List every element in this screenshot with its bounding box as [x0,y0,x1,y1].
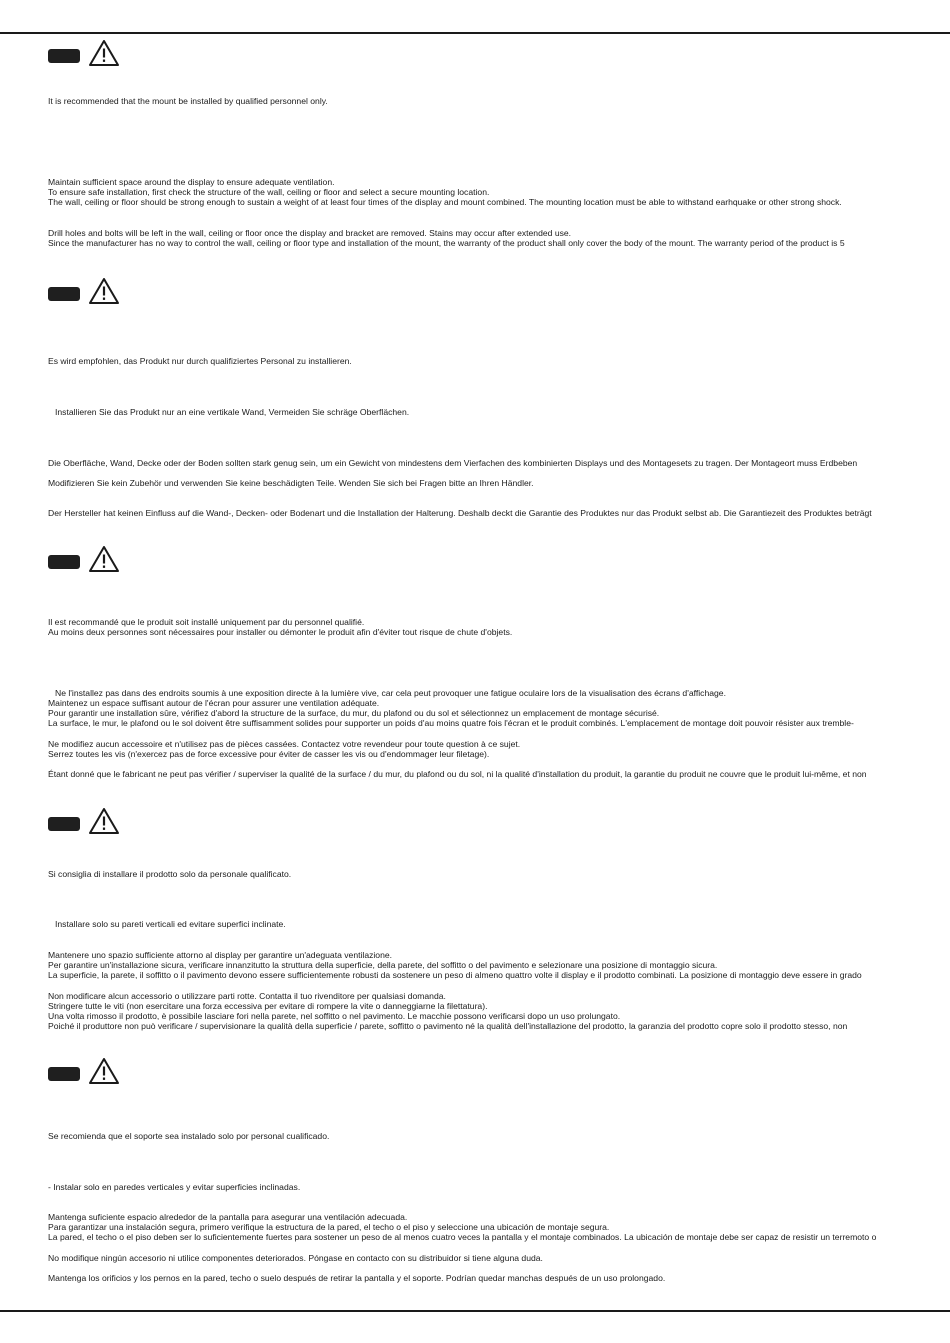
bottom-rule [0,1310,950,1312]
section-de-line: Der Hersteller hat keinen Einfluss auf die Wand-, Decken- oder Bodenart und die Installation der Halterung. Deshalb deckt die Garantie des Produktes nur das Produkt selbst ab. Die Garantiezeit des Produktes beträgt [48,508,872,518]
warning-triangle-icon [88,38,120,68]
section-de-line: Die Oberfläche, Wand, Decke oder der Boden sollten stark genug sein, um ein Gewicht von mindestens dem Vierfachen des kombinierten Displays und des Montagesets zu tragen. Der Montageort muss Erdbeben [48,458,858,468]
section-en-line: The wall, ceiling or floor should be strong enough to sustain a weight of at least four times of the display and mount combined. The mounting location must be able to withstand earhquake or other strong shock. [48,197,842,207]
section-fr-line: Ne modifiez aucun accessoire et n'utilisez pas de pièces cassées. Contactez votre revendeur pour toute question à ce sujet. [48,739,521,749]
section-it-line: Una volta rimosso il prodotto, è possibile lasciare fori nella parete, nel soffitto o nel pavimento. Le macchie possono verificarsi dopo un uso prolungato. [48,1011,621,1021]
section-fr-line: Il est recommandé que le produit soit installé uniquement par du personnel qualifié. [48,617,365,627]
section-es-line: Para garantizar una instalación segura, primero verifique la estructura de la pared, el techo o el piso y seleccione una ubicación de montaje segura. [48,1222,610,1232]
section-de-line: Es wird empfohlen, das Produkt nur durch qualifiziertes Personal zu installieren. [48,356,352,366]
section-fr-line: Maintenez un espace suffisant autour de l'écran pour assurer une ventilation adéquate. [48,698,380,708]
section-it-line: Non modificare alcun accessorio o utilizzare parti rotte. Contatta il tuo rivenditore per qualsiasi domanda. [48,991,446,1001]
section-fr-warning-header [48,544,128,574]
section-es-line: - Instalar solo en paredes verticales y evitar superficies inclinadas. [48,1182,301,1192]
section-fr-line: Étant donné que le fabricant ne peut pas vérifier / superviser la qualité de la surface / du mur, du plafond ou du sol, ni la qualité d'installation du produit, la garantie du produit ne couvre que le produit lui-même, et non [48,769,867,779]
warning-triangle-icon [88,276,120,306]
section-en-line: Since the manufacturer has no way to control the wall, ceiling or floor type and installation of the mount, the warranty of the product shall only cover the body of the mount. The warranty period of the product is 5 [48,238,845,248]
section-it-line: Installare solo su pareti verticali ed evitare superfici inclinate. [55,919,286,929]
section-fr-line: Au moins deux personnes sont nécessaires pour installer ou démonter le produit afin d'éviter tout risque de chute d'objets. [48,627,513,637]
language-tag-badge [48,287,80,301]
language-tag-badge [48,555,80,569]
section-en-line: Drill holes and bolts will be left in the wall, ceiling or floor once the display and bracket are removed. Stains may occur after extended use. [48,228,572,238]
section-es-line: Se recomienda que el soporte sea instalado solo por personal cualificado. [48,1131,330,1141]
section-it-line: La superficie, la parete, il soffitto o il pavimento devono essere sufficientemente robusti da sostenere un peso di almeno quattro volte il display e il prodotto combinati. La posizione di montaggio deve essere in grado [48,970,862,980]
section-it-line: Mantenere uno spazio sufficiente attorno al display per garantire un'adeguata ventilazione. [48,950,393,960]
language-tag-badge [48,49,80,63]
section-fr-line: Pour garantir une installation sûre, vérifiez d'abord la structure de la surface, du mur, du plafond ou du sol et sélectionnez un emplacement de montage sécurisé. [48,708,660,718]
section-it-warning-header [48,806,128,836]
warning-triangle-icon [88,544,120,574]
section-es-line: La pared, el techo o el piso deben ser lo suficientemente fuertes para sostener un peso de al menos cuatro veces la pantalla y el montaje combinados. La ubicación de montaje debe ser capaz de resistir un terremoto o [48,1232,877,1242]
section-fr-line: Ne l'installez pas dans des endroits soumis à une exposition directe à la lumière vive, car cela peut provoquer une fatigue oculaire lors de la visualisation des écrans d'affichage. [55,688,726,698]
top-rule [0,32,950,34]
section-es-line: Mantenga los orificios y los pernos en la pared, techo o suelo después de retirar la pantalla y el soporte. Podrían quedar manchas después de un uso prolongado. [48,1273,666,1283]
warning-triangle-icon [88,1056,120,1086]
language-tag-badge [48,1067,80,1081]
section-it-line: Per garantire un'installazione sicura, verificare innanzitutto la struttura della superficie, della parete, del soffitto o del pavimento e selezionare una posizione di montaggio sicura. [48,960,718,970]
section-es-line: Mantenga suficiente espacio alrededor de la pantalla para asegurar una ventilación adecuada. [48,1212,408,1222]
section-it-line: Stringere tutte le viti (non esercitare una forza eccessiva per evitare di rompere la vite o danneggiarne la filettatura). [48,1001,488,1011]
section-de-line: Installieren Sie das Produkt nur an eine vertikale Wand, Vermeiden Sie schräge Oberflächen. [55,407,410,417]
section-fr-line: La surface, le mur, le plafond ou le sol doivent être suffisamment solides pour supporter un poids d'au moins quatre fois l'écran et le produit combinés. L'emplacement de montage doit pouvoir résister aux tremble- [48,718,854,728]
section-it-line: Si consiglia di installare il prodotto solo da personale qualificato. [48,869,292,879]
language-tag-badge [48,817,80,831]
section-fr-line: Serrez toutes les vis (n'exercez pas de force excessive pour éviter de casser les vis ou d'endommager leur filetage). [48,749,490,759]
section-en-line: It is recommended that the mount be installed by qualified personnel only. [48,96,328,106]
section-de-line: Modifizieren Sie kein Zubehör und verwenden Sie keine beschädigten Teile. Wenden Sie sich bei Fragen bitte an Ihren Händler. [48,478,534,488]
section-en-line: To ensure safe installation, first check the structure of the wall, ceiling or floor and select a secure mounting location. [48,187,490,197]
warning-triangle-icon [88,806,120,836]
section-es-line: No modifique ningún accesorio ni utilice componentes deteriorados. Póngase en contacto con su distribuidor si tiene alguna duda. [48,1253,543,1263]
section-en-line: Maintain sufficient space around the display to ensure adequate ventilation. [48,177,335,187]
section-de-warning-header [48,276,128,306]
section-en-warning-header [48,38,128,68]
section-es-warning-header [48,1056,128,1086]
section-it-line: Poiché il produttore non può verificare / supervisionare la qualità della superficie / parete, soffitto o pavimento né la qualità dell'installazione del prodotto, la garanzia del prodotto copre solo il prodotto stesso, non [48,1021,848,1031]
